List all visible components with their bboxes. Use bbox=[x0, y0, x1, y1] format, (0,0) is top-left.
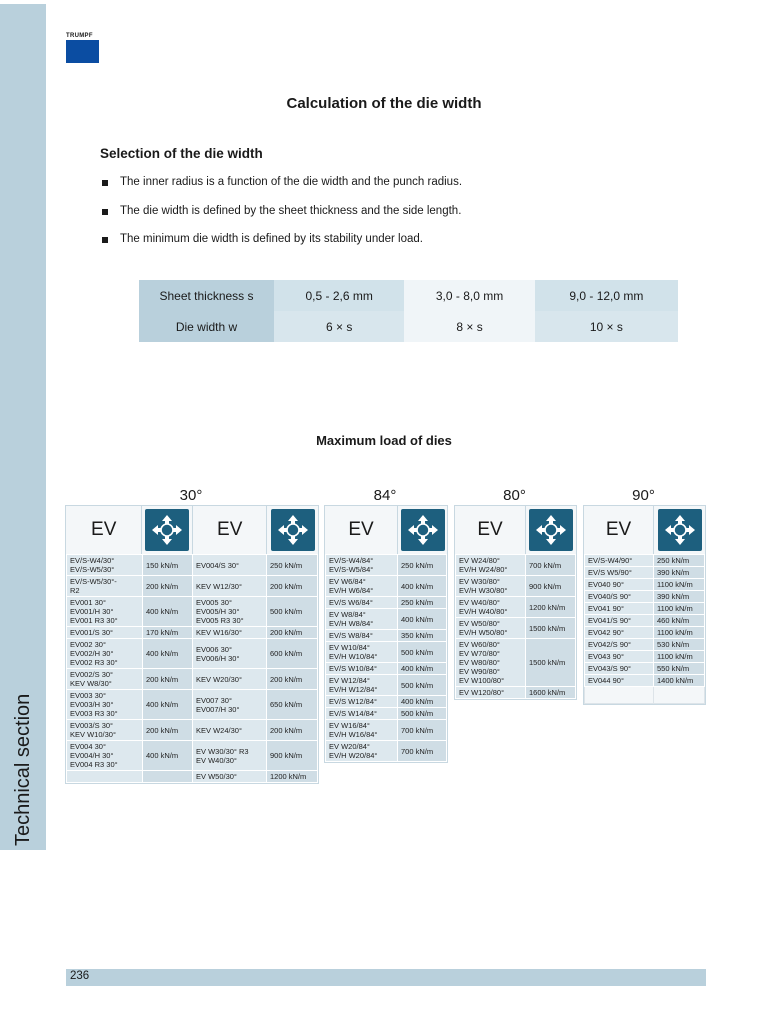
die-panel-80 bbox=[454, 505, 577, 700]
die-name-cell: EV003/S 30° KEV W10/30° bbox=[67, 720, 143, 741]
die-row bbox=[456, 618, 576, 639]
die-name-cell: EV041/S 90° bbox=[585, 615, 654, 627]
die-load-cell: 700 kN/m bbox=[398, 741, 447, 762]
die-load-table bbox=[584, 554, 705, 704]
tool-direction-arrows-icon bbox=[271, 509, 315, 551]
die-row bbox=[67, 576, 318, 597]
die-load-cell: 1100 kN/m bbox=[654, 651, 705, 663]
die-name-cell: KEV W12/30° bbox=[193, 576, 267, 597]
subsection-title: Selection of the die width bbox=[100, 146, 263, 161]
die-panel-30 bbox=[65, 505, 319, 784]
tool-direction-arrows-icon bbox=[401, 509, 445, 551]
die-name-cell: EV004/S 30° bbox=[193, 555, 267, 576]
square-bullet-icon bbox=[102, 180, 108, 186]
die-load-cell: 200 kN/m bbox=[267, 627, 318, 639]
die-name-cell: EV/S W6/84° bbox=[326, 597, 398, 609]
row-label-die-width: Die width w bbox=[139, 311, 274, 342]
die-row bbox=[67, 669, 318, 690]
die-name-cell: EV001 30° EV001/H 30° EV001 R3 30° bbox=[67, 597, 143, 627]
die-row bbox=[67, 639, 318, 669]
die-name-cell: EV042 90° bbox=[585, 627, 654, 639]
die-row bbox=[456, 555, 576, 576]
die-load-cell: 400 kN/m bbox=[143, 597, 193, 627]
die-name-cell: EV043 90° bbox=[585, 651, 654, 663]
die-load-cell bbox=[654, 687, 705, 704]
die-load-table bbox=[66, 554, 318, 783]
die-row bbox=[585, 603, 705, 615]
die-load-cell: 1200 kN/m bbox=[267, 771, 318, 783]
die-row bbox=[585, 675, 705, 687]
die-name-cell: EV040/S 90° bbox=[585, 591, 654, 603]
die-load-cell: 1500 kN/m bbox=[526, 618, 576, 639]
die-load-cell: 900 kN/m bbox=[267, 741, 318, 771]
die-row bbox=[326, 741, 447, 762]
die-name-cell: EV/S W5/90° bbox=[585, 567, 654, 579]
bullet-item: The die width is defined by the sheet thickness and the side length. bbox=[100, 205, 462, 234]
die-load-cell: 1200 kN/m bbox=[526, 597, 576, 618]
die-load-cell: 250 kN/m bbox=[654, 555, 705, 567]
die-name-cell: EV040 90° bbox=[585, 579, 654, 591]
die-row bbox=[585, 615, 705, 627]
die-name-cell: EV/S-W5/30°- R2 bbox=[67, 576, 143, 597]
die-row bbox=[326, 675, 447, 696]
angle-label-84: 84° bbox=[373, 487, 397, 504]
die-width-table bbox=[139, 280, 678, 342]
die-load-cell: 1600 kN/m bbox=[526, 687, 576, 699]
die-row bbox=[326, 720, 447, 741]
die-name-cell: EV006 30° EV006/H 30° bbox=[193, 639, 267, 669]
die-row bbox=[585, 627, 705, 639]
die-name-cell: EV W16/84° EV/H W16/84° bbox=[326, 720, 398, 741]
die-name-cell: EV/S-W4/90° bbox=[585, 555, 654, 567]
tool-direction-arrows-icon bbox=[145, 509, 189, 551]
die-load-cell bbox=[143, 771, 193, 783]
die-row bbox=[67, 597, 318, 627]
die-load-cell: 200 kN/m bbox=[267, 576, 318, 597]
die-load-cell: 390 kN/m bbox=[654, 591, 705, 603]
die-load-cell: 1500 kN/m bbox=[526, 639, 576, 687]
angle-label-30: 30° bbox=[179, 487, 203, 504]
thickness-cell: 9,0 - 12,0 mm bbox=[535, 280, 678, 311]
die-load-cell: 390 kN/m bbox=[654, 567, 705, 579]
die-name-cell: EV002/S 30° KEV W8/30° bbox=[67, 669, 143, 690]
die-load-cell: 200 kN/m bbox=[143, 669, 193, 690]
die-load-cell: 1100 kN/m bbox=[654, 603, 705, 615]
die-row bbox=[326, 708, 447, 720]
die-load-cell: 200 kN/m bbox=[267, 720, 318, 741]
ev-head-label: EV bbox=[584, 506, 654, 554]
die-load-cell: 1400 kN/m bbox=[654, 675, 705, 687]
square-bullet-icon bbox=[102, 209, 108, 215]
width-cell: 10 × s bbox=[535, 311, 678, 342]
die-name-cell: EV W12/84° EV/H W12/84° bbox=[326, 675, 398, 696]
die-row bbox=[585, 639, 705, 651]
die-name-cell: EV/S W8/84° bbox=[326, 630, 398, 642]
die-name-cell: EV044 90° bbox=[585, 675, 654, 687]
die-name-cell: EV W40/80° EV/H W40/80° bbox=[456, 597, 526, 618]
die-load-table bbox=[455, 554, 576, 699]
die-load-cell: 500 kN/m bbox=[398, 675, 447, 696]
section-side-label: Technical section bbox=[12, 693, 34, 846]
die-name-cell: EV002 30° EV002/H 30° EV002 R3 30° bbox=[67, 639, 143, 669]
die-name-cell: KEV W16/30° bbox=[193, 627, 267, 639]
tool-direction-arrows-icon bbox=[529, 509, 573, 551]
die-name-cell: EV/S W12/84° bbox=[326, 696, 398, 708]
die-name-cell: EV043/S 90° bbox=[585, 663, 654, 675]
die-load-cell: 550 kN/m bbox=[654, 663, 705, 675]
die-icon-cell bbox=[526, 506, 576, 554]
die-name-cell: EV042/S 90° bbox=[585, 639, 654, 651]
die-row bbox=[456, 576, 576, 597]
die-name-cell: EV W30/80° EV/H W30/80° bbox=[456, 576, 526, 597]
row-label-thickness: Sheet thickness s bbox=[139, 280, 274, 311]
die-load-cell: 170 kN/m bbox=[143, 627, 193, 639]
thickness-cell: 3,0 - 8,0 mm bbox=[404, 280, 534, 311]
brand-logo-block bbox=[66, 40, 99, 63]
die-name-cell: EV/S-W4/30° EV/S-W5/30° bbox=[67, 555, 143, 576]
die-load-cell: 200 kN/m bbox=[267, 669, 318, 690]
bullet-item: The minimum die width is defined by its stability under load. bbox=[100, 233, 462, 262]
die-name-cell: EV/S W14/84° bbox=[326, 708, 398, 720]
die-name-cell: EV W8/84° EV/H W8/84° bbox=[326, 609, 398, 630]
die-load-cell: 530 kN/m bbox=[654, 639, 705, 651]
die-load-cell: 500 kN/m bbox=[398, 708, 447, 720]
width-cell: 8 × s bbox=[404, 311, 534, 342]
brand-name: TRUMPF bbox=[66, 33, 93, 39]
max-load-title: Maximum load of dies bbox=[316, 433, 452, 448]
die-row bbox=[326, 555, 447, 576]
die-name-cell: EV W6/84° EV/H W6/84° bbox=[326, 576, 398, 597]
die-name-cell: EV W120/80° bbox=[456, 687, 526, 699]
die-load-cell: 460 kN/m bbox=[654, 615, 705, 627]
die-load-cell: 700 kN/m bbox=[526, 555, 576, 576]
die-name-cell: EV/S-W4/84° EV/S-W5/84° bbox=[326, 555, 398, 576]
die-panel-90 bbox=[583, 505, 706, 705]
die-row bbox=[67, 555, 318, 576]
die-load-cell: 400 kN/m bbox=[143, 690, 193, 720]
ev-head-label: EV bbox=[455, 506, 526, 554]
die-name-cell: EV W50/30° bbox=[193, 771, 267, 783]
die-row bbox=[456, 687, 576, 699]
bullet-item: The inner radius is a function of the die width and the punch radius. bbox=[100, 176, 462, 205]
die-icon-cell bbox=[142, 506, 193, 554]
die-load-cell: 1100 kN/m bbox=[654, 579, 705, 591]
die-panel-84 bbox=[324, 505, 448, 763]
ev-head-label: EV bbox=[193, 506, 267, 554]
die-name-cell: KEV W24/30° bbox=[193, 720, 267, 741]
die-name-cell: EV004 30° EV004/H 30° EV004 R3 30° bbox=[67, 741, 143, 771]
die-name-cell: EV041 90° bbox=[585, 603, 654, 615]
ev-head-label: EV bbox=[66, 506, 142, 554]
die-load-cell: 900 kN/m bbox=[526, 576, 576, 597]
footer-bar bbox=[66, 969, 706, 986]
die-name-cell: EV/S W10/84° bbox=[326, 663, 398, 675]
die-name-cell: EV001/S 30° bbox=[67, 627, 143, 639]
die-row bbox=[326, 642, 447, 663]
page-number: 236 bbox=[70, 970, 90, 982]
width-cell: 6 × s bbox=[274, 311, 404, 342]
die-row bbox=[326, 630, 447, 642]
die-load-cell: 200 kN/m bbox=[143, 720, 193, 741]
die-name-cell bbox=[585, 687, 654, 704]
die-load-cell: 150 kN/m bbox=[143, 555, 193, 576]
die-name-cell: EV W60/80° EV W70/80° EV W80/80° EV W90/80° EV W100/80° bbox=[456, 639, 526, 687]
die-row bbox=[585, 567, 705, 579]
die-row bbox=[326, 597, 447, 609]
die-row bbox=[67, 771, 318, 783]
die-load-cell: 500 kN/m bbox=[398, 642, 447, 663]
die-load-cell: 650 kN/m bbox=[267, 690, 318, 720]
square-bullet-icon bbox=[102, 237, 108, 243]
die-load-cell: 400 kN/m bbox=[143, 639, 193, 669]
tool-direction-arrows-icon bbox=[658, 509, 702, 551]
die-load-cell: 1100 kN/m bbox=[654, 627, 705, 639]
die-row bbox=[585, 651, 705, 663]
die-row bbox=[585, 663, 705, 675]
die-load-cell: 250 kN/m bbox=[398, 597, 447, 609]
die-row bbox=[67, 741, 318, 771]
die-load-cell: 400 kN/m bbox=[398, 696, 447, 708]
die-load-cell: 400 kN/m bbox=[143, 741, 193, 771]
die-row bbox=[326, 609, 447, 630]
die-row bbox=[326, 696, 447, 708]
page-title: Calculation of the die width bbox=[286, 95, 482, 112]
bullet-list bbox=[100, 176, 462, 262]
die-row bbox=[326, 576, 447, 597]
die-row bbox=[456, 597, 576, 618]
die-load-cell: 400 kN/m bbox=[398, 576, 447, 597]
die-load-table bbox=[325, 554, 447, 762]
die-load-cell: 400 kN/m bbox=[398, 609, 447, 630]
die-load-cell: 700 kN/m bbox=[398, 720, 447, 741]
die-load-cell: 250 kN/m bbox=[398, 555, 447, 576]
die-icon-cell bbox=[654, 506, 705, 554]
die-name-cell bbox=[67, 771, 143, 783]
die-load-cell: 350 kN/m bbox=[398, 630, 447, 642]
die-name-cell: EV W30/30° R3 EV W40/30° bbox=[193, 741, 267, 771]
die-row bbox=[585, 687, 705, 704]
die-row bbox=[326, 663, 447, 675]
die-name-cell: EV W20/84° EV/H W20/84° bbox=[326, 741, 398, 762]
angle-label-80: 80° bbox=[503, 487, 526, 504]
die-load-cell: 250 kN/m bbox=[267, 555, 318, 576]
die-load-cell: 600 kN/m bbox=[267, 639, 318, 669]
die-load-cell: 400 kN/m bbox=[398, 663, 447, 675]
die-load-cell: 200 kN/m bbox=[143, 576, 193, 597]
die-row bbox=[585, 555, 705, 567]
die-row bbox=[67, 720, 318, 741]
die-row bbox=[456, 639, 576, 687]
die-name-cell: EV007 30° EV007/H 30° bbox=[193, 690, 267, 720]
ev-head-label: EV bbox=[325, 506, 398, 554]
die-name-cell: EV W50/80° EV/H W50/80° bbox=[456, 618, 526, 639]
die-row bbox=[67, 690, 318, 720]
die-load-cell: 500 kN/m bbox=[267, 597, 318, 627]
die-name-cell: EV W24/80° EV/H W24/80° bbox=[456, 555, 526, 576]
die-icon-cell bbox=[398, 506, 447, 554]
angle-label-90: 90° bbox=[632, 487, 655, 504]
die-name-cell: EV W10/84° EV/H W10/84° bbox=[326, 642, 398, 663]
die-row bbox=[585, 579, 705, 591]
die-row bbox=[67, 627, 318, 639]
thickness-cell: 0,5 - 2,6 mm bbox=[274, 280, 404, 311]
die-icon-cell bbox=[267, 506, 318, 554]
die-row bbox=[585, 591, 705, 603]
die-name-cell: KEV W20/30° bbox=[193, 669, 267, 690]
die-name-cell: EV003 30° EV003/H 30° EV003 R3 30° bbox=[67, 690, 143, 720]
die-name-cell: EV005 30° EV005/H 30° EV005 R3 30° bbox=[193, 597, 267, 627]
